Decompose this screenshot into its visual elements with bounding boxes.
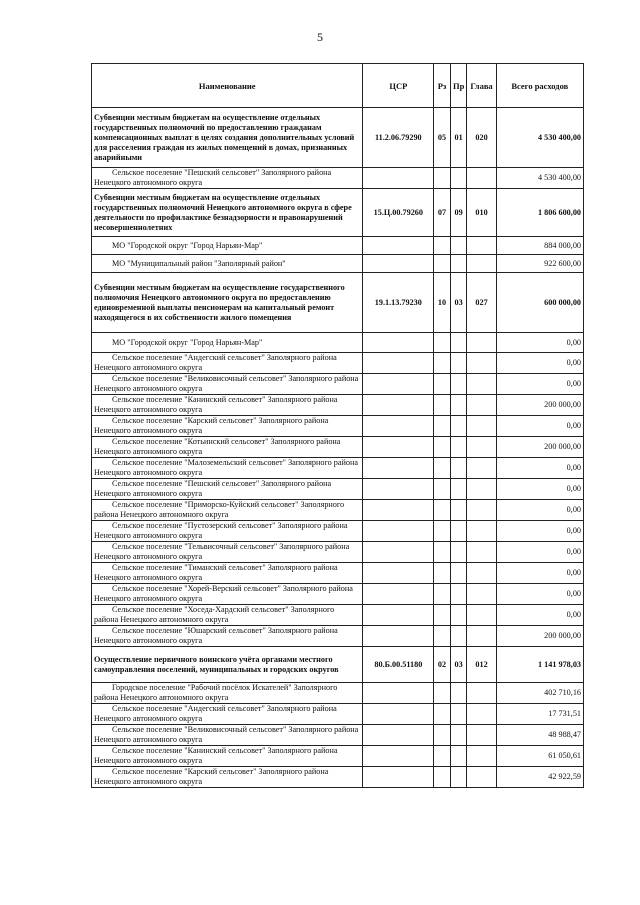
row-pr <box>450 255 467 273</box>
row-name: Субвенции местным бюджетам на осуществление отдельных государственных полномочий Ненецкого автономного округа в сфере деятельности по профилактике безнадзорности и правонарушений несовершеннолетних <box>92 189 363 237</box>
table-row <box>92 500 584 521</box>
row-total: 4 530 400,00 <box>496 168 583 189</box>
row-pr <box>450 605 467 626</box>
row-rz <box>434 767 451 788</box>
row-total: 0,00 <box>496 374 583 395</box>
row-pr <box>450 563 467 584</box>
section-row <box>92 647 584 683</box>
table-row <box>92 746 584 767</box>
section-row <box>92 108 584 168</box>
row-csr <box>363 237 434 255</box>
row-rz <box>434 437 451 458</box>
row-pr <box>450 458 467 479</box>
table-row <box>92 458 584 479</box>
row-csr: 11.2.06.79290 <box>363 108 434 168</box>
table-row <box>92 437 584 458</box>
row-csr <box>363 605 434 626</box>
row-total: 4 530 400,00 <box>496 108 583 168</box>
table-row <box>92 725 584 746</box>
row-total: 0,00 <box>496 458 583 479</box>
row-csr <box>363 767 434 788</box>
header-glava: Глава <box>467 64 496 108</box>
row-rz <box>434 416 451 437</box>
header-name: Наименование <box>92 64 363 108</box>
row-csr <box>363 626 434 647</box>
row-csr <box>363 479 434 500</box>
section-row <box>92 273 584 333</box>
row-csr <box>363 255 434 273</box>
row-total: 0,00 <box>496 353 583 374</box>
row-rz: 05 <box>434 108 451 168</box>
row-pr <box>450 395 467 416</box>
row-rz <box>434 353 451 374</box>
row-total: 1 806 600,00 <box>496 189 583 237</box>
row-pr: 03 <box>450 647 467 683</box>
row-total: 1 141 978,03 <box>496 647 583 683</box>
row-name: Сельское поселение "Пустозерский сельсовет" Заполярного района Ненецкого автономного округа <box>92 521 363 542</box>
row-glava <box>467 584 496 605</box>
row-csr <box>363 521 434 542</box>
row-glava <box>467 746 496 767</box>
row-rz <box>434 683 451 704</box>
row-name: МО "Муниципальный район "Заполярный район" <box>92 255 363 273</box>
row-pr: 01 <box>450 108 467 168</box>
table-row <box>92 704 584 725</box>
row-total: 48 988,47 <box>496 725 583 746</box>
table-row <box>92 767 584 788</box>
row-pr <box>450 374 467 395</box>
row-csr: 19.1.13.79230 <box>363 273 434 333</box>
table-row <box>92 605 584 626</box>
row-rz <box>434 725 451 746</box>
row-name: Сельское поселение "Котьинский сельсовет" Заполярного района Ненецкого автономного округа <box>92 437 363 458</box>
row-rz <box>434 237 451 255</box>
row-glava <box>467 395 496 416</box>
row-name: Субвенции местным бюджетам на осуществление государственного полномочия Ненецкого автономного округа по предоставлению единовременной выплаты пенсионерам на капитальный ремонт находящегося в их собственности жилого помещения <box>92 273 363 333</box>
row-pr <box>450 767 467 788</box>
row-glava <box>467 767 496 788</box>
row-csr <box>363 563 434 584</box>
row-csr <box>363 353 434 374</box>
row-pr <box>450 584 467 605</box>
header-rz: Рз <box>434 64 451 108</box>
row-pr <box>450 683 467 704</box>
header-pr: Пр <box>450 64 467 108</box>
row-rz: 02 <box>434 647 451 683</box>
row-rz <box>434 333 451 353</box>
table-row <box>92 237 584 255</box>
row-name: Осуществление первичного воинского учёта органами местного самоуправления поселений, муниципальных и городских округов <box>92 647 363 683</box>
table-row <box>92 333 584 353</box>
row-total: 200 000,00 <box>496 626 583 647</box>
row-csr <box>363 437 434 458</box>
row-name: Сельское поселение "Карский сельсовет" Заполярного района Ненецкого автономного округа <box>92 416 363 437</box>
row-total: 600 000,00 <box>496 273 583 333</box>
row-glava <box>467 626 496 647</box>
table-row <box>92 626 584 647</box>
row-name: МО "Городской округ "Город Нарьян-Мар" <box>92 237 363 255</box>
row-name: Сельское поселение "Карский сельсовет" Заполярного района Ненецкого автономного округа <box>92 767 363 788</box>
row-total: 0,00 <box>496 333 583 353</box>
row-rz <box>434 374 451 395</box>
row-name: Сельское поселение "Тиманский сельсовет" Заполярного района Ненецкого автономного округа <box>92 563 363 584</box>
row-total: 0,00 <box>496 542 583 563</box>
table-row <box>92 255 584 273</box>
row-csr <box>363 704 434 725</box>
row-name: Сельское поселение "Приморско-Куйский сельсовет" Заполярного района Ненецкого автономного округа <box>92 500 363 521</box>
section-row <box>92 189 584 237</box>
row-glava <box>467 521 496 542</box>
row-rz <box>434 521 451 542</box>
row-total: 200 000,00 <box>496 437 583 458</box>
row-name: Сельское поселение "Юшарский сельсовет" Заполярного района Ненецкого автономного округа <box>92 626 363 647</box>
table-body <box>92 108 584 788</box>
row-name: Сельское поселение "Хорей-Верский сельсовет" Заполярного района Ненецкого автономного округа <box>92 584 363 605</box>
row-name: Сельское поселение "Великовисочный сельсовет" Заполярного района Ненецкого автономного округа <box>92 374 363 395</box>
row-pr <box>450 168 467 189</box>
row-pr: 03 <box>450 273 467 333</box>
row-csr <box>363 333 434 353</box>
row-total: 0,00 <box>496 416 583 437</box>
table-row <box>92 395 584 416</box>
row-name: Сельское поселение "Пешский сельсовет" Заполярного района Ненецкого автономного округа <box>92 479 363 500</box>
row-rz <box>434 395 451 416</box>
table-row <box>92 521 584 542</box>
row-name: Сельское поселение "Андегский сельсовет" Заполярного района Ненецкого автономного округа <box>92 704 363 725</box>
row-csr <box>363 584 434 605</box>
row-total: 0,00 <box>496 584 583 605</box>
row-pr <box>450 626 467 647</box>
row-csr <box>363 500 434 521</box>
row-glava <box>467 255 496 273</box>
row-pr <box>450 479 467 500</box>
table-row <box>92 479 584 500</box>
row-pr <box>450 353 467 374</box>
row-glava <box>467 168 496 189</box>
row-glava <box>467 237 496 255</box>
row-name: Сельское поселение "Тельвисочный сельсовет" Заполярного района Ненецкого автономного округа <box>92 542 363 563</box>
row-total: 884 000,00 <box>496 237 583 255</box>
row-pr <box>450 237 467 255</box>
row-rz <box>434 704 451 725</box>
budget-table <box>91 63 584 788</box>
row-rz <box>434 605 451 626</box>
row-pr <box>450 437 467 458</box>
row-total: 922 600,00 <box>496 255 583 273</box>
table-row <box>92 683 584 704</box>
header-total: Всего расходов <box>496 64 583 108</box>
row-glava: 012 <box>467 647 496 683</box>
row-name: Сельское поселение "Канинский сельсовет" Заполярного района Ненецкого автономного округа <box>92 746 363 767</box>
row-rz <box>434 479 451 500</box>
row-total: 0,00 <box>496 521 583 542</box>
row-name: Сельское поселение "Андегский сельсовет" Заполярного района Ненецкого автономного округа <box>92 353 363 374</box>
row-rz: 07 <box>434 189 451 237</box>
row-name: Сельское поселение "Канинский сельсовет" Заполярного района Ненецкого автономного округа <box>92 395 363 416</box>
row-rz <box>434 168 451 189</box>
table-row <box>92 168 584 189</box>
row-pr <box>450 542 467 563</box>
row-pr <box>450 746 467 767</box>
page-number: 5 <box>317 30 323 44</box>
row-rz <box>434 746 451 767</box>
row-glava <box>467 333 496 353</box>
row-pr <box>450 725 467 746</box>
row-csr <box>363 168 434 189</box>
row-total: 0,00 <box>496 500 583 521</box>
row-name: МО "Городской округ "Город Нарьян-Мар" <box>92 333 363 353</box>
row-glava: 027 <box>467 273 496 333</box>
row-csr <box>363 458 434 479</box>
row-glava <box>467 542 496 563</box>
row-csr <box>363 725 434 746</box>
row-glava: 010 <box>467 189 496 237</box>
row-csr: 15.Ц.00.79260 <box>363 189 434 237</box>
row-total: 0,00 <box>496 479 583 500</box>
row-rz <box>434 255 451 273</box>
row-total: 61 050,61 <box>496 746 583 767</box>
header-csr: ЦСР <box>363 64 434 108</box>
row-name: Сельское поселение "Хоседа-Хардский сельсовет" Заполярного района Ненецкого автономного округа <box>92 605 363 626</box>
row-glava <box>467 416 496 437</box>
row-rz <box>434 500 451 521</box>
row-total: 0,00 <box>496 563 583 584</box>
row-rz <box>434 563 451 584</box>
row-name: Сельское поселение "Великовисочный сельсовет" Заполярного района Ненецкого автономного округа <box>92 725 363 746</box>
row-name: Субвенции местным бюджетам на осуществление отдельных государственных полномочий по предоставлению гражданам компенсационных выплат в целях создания дополнительных условий для расселения граждан из жилых помещений в домах, признанных аварийными <box>92 108 363 168</box>
row-rz <box>434 626 451 647</box>
row-total: 42 922,59 <box>496 767 583 788</box>
table-row <box>92 374 584 395</box>
row-glava <box>467 500 496 521</box>
row-glava <box>467 605 496 626</box>
row-glava <box>467 437 496 458</box>
row-rz <box>434 458 451 479</box>
table-row <box>92 584 584 605</box>
row-csr <box>363 395 434 416</box>
row-pr <box>450 333 467 353</box>
row-csr <box>363 374 434 395</box>
table-row <box>92 353 584 374</box>
row-glava <box>467 704 496 725</box>
row-glava <box>467 563 496 584</box>
row-glava <box>467 353 496 374</box>
row-csr: 80.Б.00.51180 <box>363 647 434 683</box>
row-pr <box>450 704 467 725</box>
table-row <box>92 563 584 584</box>
row-name: Городское поселение "Рабочий посёлок Искателей" Заполярного района Ненецкого автономного округа <box>92 683 363 704</box>
header-row <box>92 64 584 108</box>
table-row <box>92 416 584 437</box>
row-name: Сельское поселение "Малоземельский сельсовет" Заполярного района Ненецкого автономного округа <box>92 458 363 479</box>
row-csr <box>363 542 434 563</box>
row-pr <box>450 500 467 521</box>
row-pr: 09 <box>450 189 467 237</box>
row-total: 402 710,16 <box>496 683 583 704</box>
row-pr <box>450 416 467 437</box>
row-csr <box>363 416 434 437</box>
row-csr <box>363 746 434 767</box>
row-total: 200 000,00 <box>496 395 583 416</box>
row-glava <box>467 458 496 479</box>
row-glava: 020 <box>467 108 496 168</box>
row-total: 17 731,51 <box>496 704 583 725</box>
row-glava <box>467 479 496 500</box>
row-rz <box>434 542 451 563</box>
row-pr <box>450 521 467 542</box>
row-glava <box>467 683 496 704</box>
table-row <box>92 542 584 563</box>
row-glava <box>467 374 496 395</box>
row-rz <box>434 584 451 605</box>
row-name: Сельское поселение "Пешский сельсовет" Заполярного района Ненецкого автономного округа <box>92 168 363 189</box>
row-total: 0,00 <box>496 605 583 626</box>
row-glava <box>467 725 496 746</box>
row-rz: 10 <box>434 273 451 333</box>
row-csr <box>363 683 434 704</box>
table-header <box>92 64 584 108</box>
